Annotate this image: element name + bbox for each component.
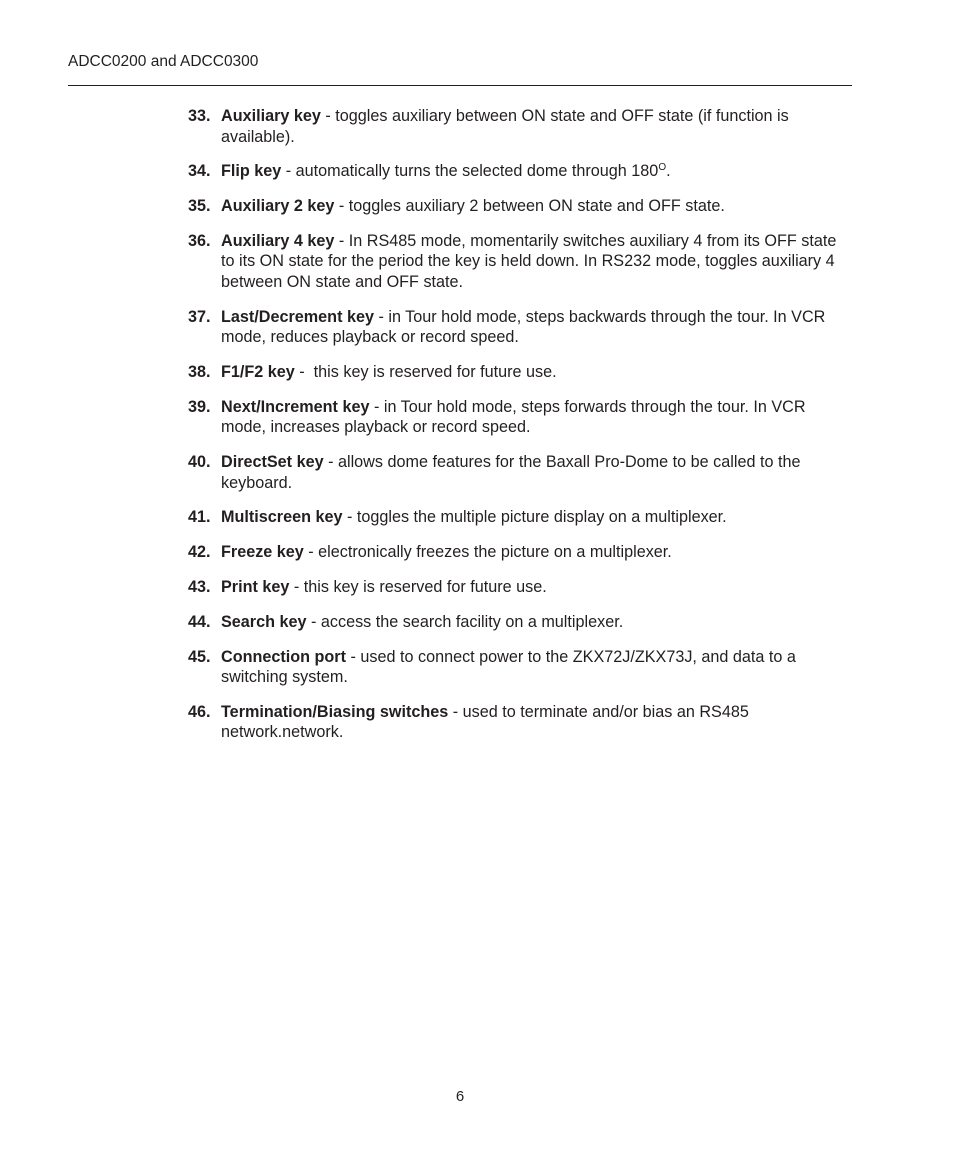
item-number: 45.: [188, 647, 211, 666]
item-number: 33.: [188, 107, 211, 125]
item-number: 40.: [188, 453, 211, 472]
item-description: - toggles auxiliary 2 between ON state and OFF state.: [334, 197, 725, 216]
item-number: 38.: [188, 362, 211, 381]
item-term: Last/Decrement key: [221, 307, 374, 326]
item-description: - in Tour hold mode, steps backwards through the tour. In VCR mode, reduces playback or record speed.: [221, 307, 826, 347]
item-number: 43.: [188, 577, 211, 596]
item-term: Next/Increment key: [221, 397, 370, 416]
item-description: - automatically turns the selected dome through 180: [281, 162, 659, 181]
item-term: Termination/Biasing switches: [221, 702, 449, 721]
item-description: - used to terminate and/or bias an RS485 network.network.: [221, 702, 749, 742]
list-item: [188, 161, 852, 182]
item-term: Auxiliary 4 key: [221, 231, 335, 250]
item-number: 37.: [188, 307, 211, 326]
list-item: [188, 307, 852, 348]
list-item: [188, 452, 852, 493]
item-description: - access the search facility on a multiplexer.: [306, 612, 624, 631]
item-number: 39.: [188, 397, 211, 416]
item-number: 44.: [188, 612, 211, 631]
page-header-title: ADCC0200 and ADCC0300: [68, 53, 259, 70]
item-term: F1/F2 key: [221, 362, 295, 381]
item-term: Auxiliary key: [221, 107, 321, 125]
item-number: 42.: [188, 543, 211, 562]
list-item: [188, 647, 852, 688]
list-item: [188, 362, 852, 383]
list-item: [188, 106, 852, 147]
item-description: - toggles auxiliary between ON state and OFF state (if function is available).: [221, 107, 789, 146]
degree-superscript: O: [658, 162, 667, 174]
item-term: DirectSet key: [221, 453, 324, 472]
item-number: 35.: [188, 197, 211, 216]
item-description: - this key is reserved for future use.: [289, 577, 547, 596]
list-item: [188, 542, 852, 563]
list-item: [188, 397, 852, 438]
item-number: 36.: [188, 231, 211, 250]
item-description: - toggles the multiple picture display on a multiplexer.: [342, 508, 727, 527]
page-number: 6: [455, 1088, 465, 1105]
list-item: [188, 702, 852, 743]
list-item: [188, 196, 852, 217]
item-number: 41.: [188, 508, 211, 527]
item-description: - this key is reserved for future use.: [294, 362, 557, 381]
item-description-tail: .: [666, 162, 671, 181]
item-number: 46.: [188, 702, 211, 721]
item-term: Multiscreen key: [221, 508, 343, 527]
item-term: Print key: [221, 577, 290, 596]
item-term: Freeze key: [221, 543, 304, 562]
item-term: Flip key: [221, 162, 282, 181]
list-item: [188, 231, 852, 293]
item-term: Auxiliary 2 key: [221, 197, 335, 216]
list-item: [188, 507, 852, 528]
item-description: - in Tour hold mode, steps forwards through the tour. In VCR mode, increases playback or record speed.: [221, 397, 806, 437]
item-description: - In RS485 mode, momentarily switches auxiliary 4 from its OFF state to its ON state for the period the key is held down. In RS232 mode, toggles auxiliary 4 between ON state and OFF state.: [221, 231, 837, 291]
item-description: - used to connect power to the ZKX72J/ZKX73J, and data to a switching system.: [221, 647, 796, 687]
key-description-list: [188, 106, 852, 757]
list-item: [188, 612, 852, 633]
item-term: Search key: [221, 612, 307, 631]
item-term: Connection port: [221, 647, 346, 666]
list-item: [188, 577, 852, 598]
item-description: - allows dome features for the Baxall Pro-Dome to be called to the keyboard.: [221, 453, 801, 492]
item-description: - electronically freezes the picture on a multiplexer.: [303, 543, 672, 562]
item-number: 34.: [188, 162, 211, 181]
header-divider: [68, 85, 852, 86]
